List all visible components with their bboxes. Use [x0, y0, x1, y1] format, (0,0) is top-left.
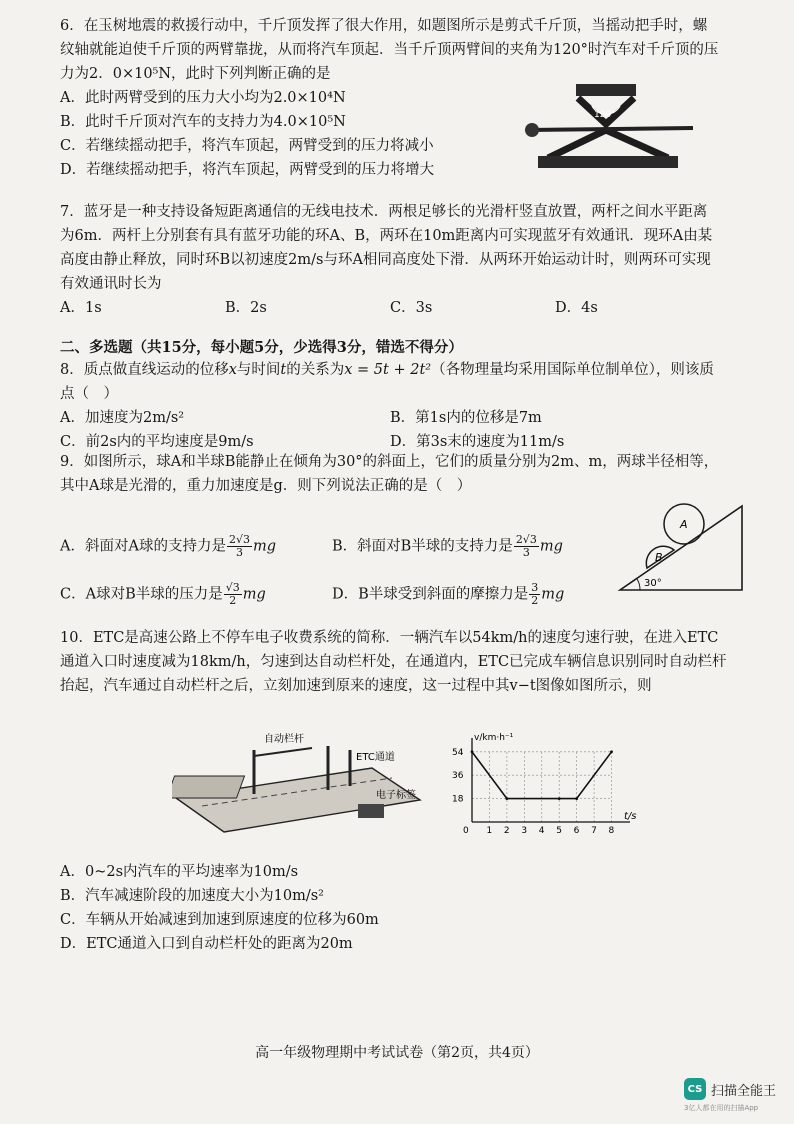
- vt-chart: [450, 732, 640, 850]
- scanner-tagline: 3亿人都在用的扫描App: [684, 1104, 759, 1112]
- q8-stem-part: （各物理量均采用国际单位制单位），则该质点（ ）: [60, 362, 714, 402]
- q9-option-c: [60, 582, 332, 607]
- q7-option-c: C．3s: [390, 300, 433, 316]
- q10-option-d: D．ETC通道入口到自动栏杆处的距离为20m: [60, 936, 353, 952]
- q9-option-d-text: D．B半球受到斜面的摩擦力是: [332, 586, 529, 602]
- q8-option-c: C．前2s内的平均速度是9m/s: [60, 434, 254, 450]
- vt-x-tick-label: 8: [608, 826, 615, 836]
- q10-option-c: C．车辆从开始减速到加速到原速度的位移为60m: [60, 912, 379, 928]
- q9-unit-mg: mg: [541, 586, 565, 602]
- etc-lane-figure: [172, 728, 432, 838]
- q8-stem: [60, 358, 720, 406]
- barrier-label: 自动栏杆: [264, 734, 304, 745]
- ball-b-label: B: [655, 551, 663, 564]
- etc-booth: [172, 776, 245, 798]
- q7-option-a: A．1s: [60, 300, 102, 316]
- vt-x-tick-label: 3: [521, 826, 528, 836]
- fraction-denominator: 3: [235, 545, 243, 559]
- vt-chart-grid: [471, 750, 613, 822]
- q10-option-b: B．汽车减速阶段的加速度大小为10m/s²: [60, 888, 324, 904]
- barrier-arm: [254, 748, 312, 756]
- jack-handle-eye: [525, 123, 539, 137]
- fraction-denominator: 3: [522, 545, 530, 559]
- q10-options: [60, 860, 720, 956]
- q8-option-d: D．第3s末的速度为11m/s: [390, 434, 565, 450]
- vt-x-axis-label: t/s: [624, 811, 637, 822]
- jack-screw-axis: [528, 128, 693, 130]
- q9-option-c-fraction: [224, 582, 242, 607]
- q6-option-c: C．若继续摇动把手，将汽车顶起，两臂受到的压力将减小: [60, 138, 434, 154]
- q9-option-b-fraction: [514, 534, 539, 559]
- q9-option-c-text: C．A球对B半球的压力是: [60, 586, 223, 602]
- question-9: [60, 450, 720, 498]
- incline-figure: [612, 494, 752, 594]
- scissor-jack-figure: [518, 84, 708, 176]
- q7-options: [60, 296, 720, 320]
- fraction-denominator: 2: [531, 593, 539, 607]
- q9-stem: 9．如图所示，球A和半球B能静止在倾角为30°的斜面上，它们的质量分别为2m、m，两球半径相等，其中A球是光滑的，重力加速度是g．则下列说法正确的是（ ）: [60, 454, 719, 494]
- q10-stem: 10．ETC是高速公路上不停车电子收费系统的简称．一辆汽车以54km/h的速度匀速行驶，在进入ETC通道入口时速度减为18km/h，匀速到达自动栏杆处，在通道内，ETC已完成车辆信息识别同时自动栏杆抬起，汽车通过自动栏杆之后，立刻加速到原来的速度，这一过程中其v−t图像如图所示，则: [60, 630, 727, 694]
- q7-stem: 7．蓝牙是一种支持设备短距离通信的无线电技术．两根足够长的光滑杆竖直放置，两杆之间水平距离为6m．两杆上分别套有具有蓝牙功能的环A、B，两环在10m距离内可实现蓝牙有效通讯．现环A由某高度由静止释放，同时环B以初速度2m/s与环A相同高度处下滑．从两环开始运动计时，则两环可实现有效通讯时长为: [60, 204, 713, 292]
- car: [358, 804, 384, 818]
- q8-stem-part: 的关系为: [286, 362, 345, 378]
- q9-option-a-text: A．斜面对A球的支持力是: [60, 538, 226, 554]
- q7-option-d: D．4s: [555, 300, 598, 316]
- vt-x-tick-label: 0: [463, 826, 469, 836]
- vt-tick-labels: [452, 748, 615, 836]
- question-7: [60, 200, 720, 320]
- q6-option-a: A．此时两臂受到的压力大小均为2.0×10⁴N: [60, 90, 346, 106]
- vt-x-tick-label: 6: [573, 826, 580, 836]
- vt-y-tick-label: 36: [452, 771, 464, 782]
- q9-option-d: [332, 582, 564, 607]
- fraction-numerator: 2√3: [228, 532, 250, 546]
- q9-unit-mg: mg: [539, 538, 563, 554]
- vt-y-tick-label: 54: [452, 747, 464, 758]
- q9-option-a: [60, 534, 332, 559]
- page-footer: 高一年级物理期中考试试卷（第2页，共4页）: [255, 1045, 539, 1061]
- vt-x-tick-label: 2: [503, 826, 510, 836]
- q9-option-d-fraction: [529, 582, 540, 607]
- q9-unit-mg: mg: [252, 538, 277, 554]
- jack-top-plate: [576, 84, 636, 96]
- jack-angle-label: 120°: [594, 110, 616, 120]
- q9-option-a-fraction: [227, 534, 252, 559]
- incline-angle-arc: [637, 579, 640, 590]
- section-2-header: 二、多选题（共15分，每小题5分，少选得3分，错选不得分）: [60, 339, 463, 356]
- q9-option-b: [332, 534, 563, 559]
- q7-option-b: B．2s: [225, 300, 267, 316]
- q8-option-b: B．第1s内的位移是7m: [390, 410, 542, 426]
- vt-x-tick-label: 4: [538, 826, 545, 836]
- fraction-numerator: 2√3: [515, 532, 537, 546]
- vt-x-tick-label: 7: [591, 826, 597, 836]
- camscanner-icon: CS: [684, 1078, 706, 1100]
- vt-x-tick-label: 1: [486, 826, 493, 836]
- q6-stem: 6．在玉树地震的救援行动中，千斤顶发挥了很大作用，如题图所示是剪式千斤顶，当摇动把手时，螺纹轴就能迫使千斤顶的两臂靠拢，从而将汽车顶起．当千斤顶两臂间的夹角为120°时汽车对千斤顶的压力为2．0×10⁵N，此时下列判断正确的是: [60, 18, 719, 82]
- jack-lower-arms: [548, 130, 668, 158]
- q6-option-b: B．此时千斤顶对汽车的支持力为4.0×10⁵N: [60, 114, 346, 130]
- q9-option-b-text: B．斜面对B半球的支持力是: [332, 538, 513, 554]
- fraction-numerator: 3: [531, 580, 539, 594]
- etc-lane-label: ETC通道: [356, 752, 395, 763]
- q8-formula: x = 5t + 2t²: [344, 362, 432, 378]
- jack-base: [538, 156, 678, 168]
- ball-a-label: A: [680, 518, 688, 531]
- question-10: [60, 626, 728, 698]
- q9-options: [60, 522, 580, 618]
- vt-y-tick-label: 18: [452, 794, 464, 805]
- q6-options: [60, 86, 500, 182]
- fraction-numerator: √3: [225, 580, 240, 594]
- scanner-app-name: 扫描全能王: [711, 1083, 777, 1099]
- vt-x-tick-label: 5: [556, 826, 562, 836]
- q9-unit-mg: mg: [242, 586, 266, 602]
- q8-var-x: x: [228, 362, 237, 378]
- question-8: [60, 358, 720, 454]
- q8-stem-part: 与时间: [236, 362, 281, 378]
- q8-option-a: A．加速度为2m/s²: [60, 410, 185, 426]
- electronic-tag-label: 电子标签: [376, 790, 416, 801]
- scanner-badge: [684, 1078, 776, 1100]
- fraction-denominator: 2: [229, 593, 237, 607]
- vt-y-axis-label: v/km·h⁻¹: [474, 733, 514, 743]
- q8-options: [60, 406, 720, 454]
- q8-var-t: t: [280, 362, 287, 378]
- incline-angle-label: 30°: [644, 578, 662, 589]
- q10-option-a: A．0~2s内汽车的平均速率为10m/s: [60, 864, 299, 880]
- q8-stem-part: 8．质点做直线运动的位移: [60, 362, 229, 378]
- q6-option-d: D．若继续摇动把手，将汽车顶起，两臂受到的压力将增大: [60, 162, 435, 178]
